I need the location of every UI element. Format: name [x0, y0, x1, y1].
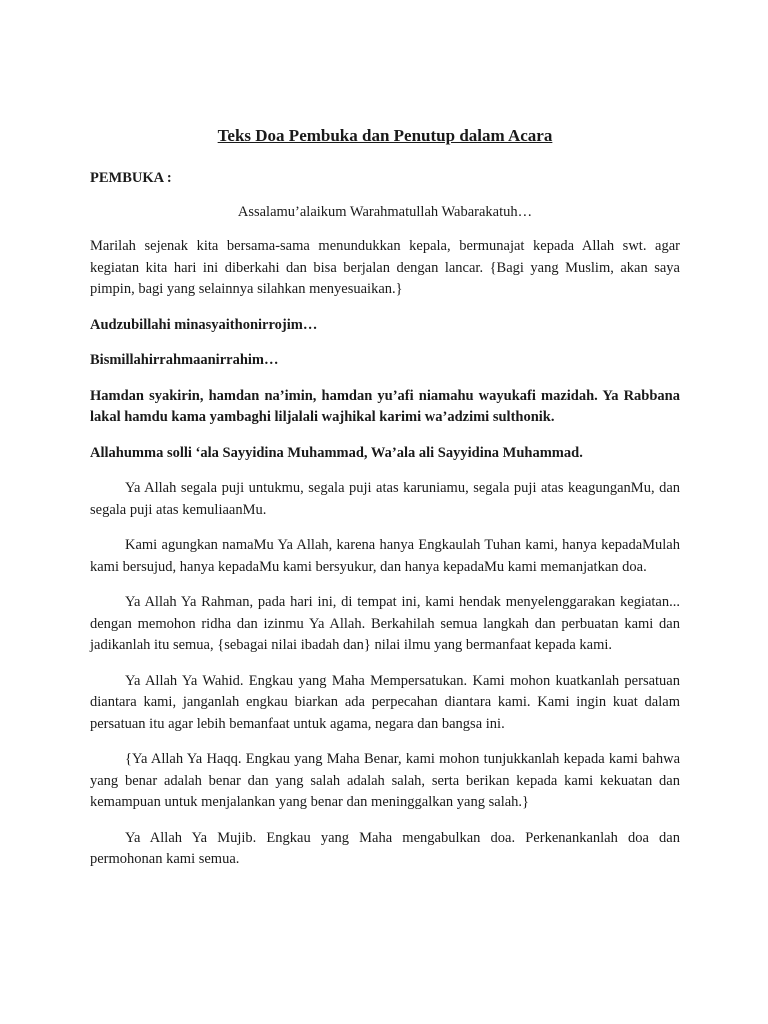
hamdan-paragraph: Hamdan syakirin, hamdan na’imin, hamdan yu’afi niamahu wayukafi mazidah. Ya Rabbana lakal hamdu kama yambaghi liljalali wajhikal karimi wa’adzimi sulthonik.	[90, 387, 680, 425]
salam-greeting: Assalamu’alaikum Warahmatullah Wabarakatuh…	[237, 204, 533, 220]
document-title: Teks Doa Pembuka dan Penutup dalam Acara	[217, 126, 553, 145]
intro-paragraph: Marilah sejenak kita bersama-sama menundukkan kepala, bermunajat kepada Allah swt. agar kegiatan kita hari ini diberkahi dan bisa berjalan dengan lancar. {Bagi yang Muslim, akan saya pimpin, bagi yang selainnya silahkan menyesuaikan.}	[90, 238, 680, 297]
sholawat-line: Allahumma solli ‘ala Sayyidina Muhammad, Wa’ala ali Sayyidina Muhammad.	[90, 444, 583, 461]
prayer-paragraph: {Ya Allah Ya Haqq. Engkau yang Maha Benar, kami mohon tunjukkanlah kepada kami bahwa yang benar adalah benar dan yang salah adalah salah, serta berikan kepada kami kekuatan dan kemampuan untuk menjalankan yang benar dan meninggalkan yang salah.}	[90, 751, 680, 810]
audzubillah-line: Audzubillahi minasyaithonirrojim…	[90, 316, 318, 333]
prayer-paragraph: Ya Allah Ya Wahid. Engkau yang Maha Mempersatukan. Kami mohon kuatkanlah persatuan diantara kami, janganlah engkau biarkan ada perpecahan diantara kami. Kami ingin kuat dalam persatuan itu agar lebih bemanfaat untuk agama, negara dan bangsa ini.	[90, 672, 680, 732]
section-label-pembuka: PEMBUKA :	[90, 170, 172, 186]
prayer-paragraph: Ya Allah segala puji untukmu, segala puji atas karuniamu, segala puji atas keagunganMu, dan segala puji atas kemuliaanMu.	[90, 480, 680, 518]
prayer-paragraph: Kami agungkan namaMu Ya Allah, karena hanya Engkaulah Tuhan kami, hanya kepadaMulah kami bersujud, hanya kepadaMu kami bersyukur, dan hanya kepadaMu kami memanjatkan doa.	[90, 537, 680, 575]
prayer-paragraph: Ya Allah Ya Mujib. Engkau yang Maha mengabulkan doa. Perkenankanlah doa dan permohonan kami semua.	[90, 829, 680, 867]
bismillah-line: Bismillahirrahmaanirrahim…	[90, 352, 279, 368]
prayer-paragraph: Ya Allah Ya Rahman, pada hari ini, di tempat ini, kami hendak menyelenggarakan kegiatan... dengan memohon ridha dan izinmu Ya Allah. Berkahilah semua langkah dan perbuatan kami dan jadikanlah itu semua, {sebagai nilai ibadah dan} nilai ilmu yang bermanfaat kepada kami.	[90, 594, 680, 653]
